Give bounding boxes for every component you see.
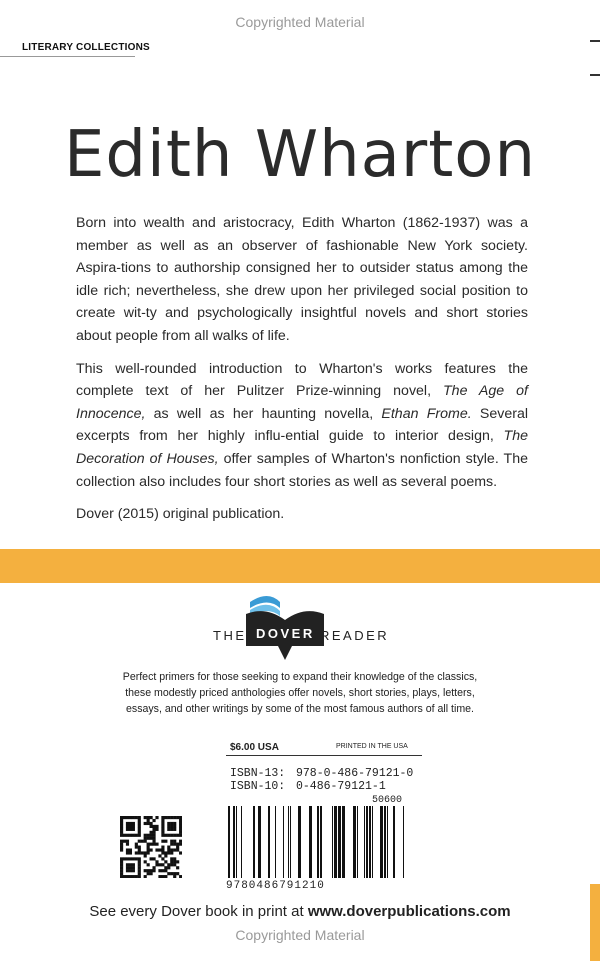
addon-number: 50600 <box>372 795 403 806</box>
copyright-watermark-top: Copyrighted Material <box>235 14 365 30</box>
qr-code-icon <box>120 816 182 878</box>
category-label: LITERARY COLLECTIONS <box>22 42 150 53</box>
text: This well-rounded introduction to Wharton's works features the complete text of her Pulitzer Prize-winning novel, <box>76 360 528 400</box>
book-title: Ethan Frome. <box>381 405 472 422</box>
paragraph-2 <box>76 358 528 494</box>
website-link[interactable]: www.doverpublications.com <box>307 903 511 920</box>
edge-mark <box>590 74 600 76</box>
logo-reader: READER <box>320 628 390 643</box>
book-title: The Age of Innocence, <box>76 383 528 422</box>
side-tab <box>590 884 600 961</box>
footer <box>0 903 600 920</box>
price-rule <box>226 755 422 756</box>
dover-reader-logo <box>0 588 600 668</box>
text: as well as her haunting novella, <box>145 405 382 422</box>
series-tagline <box>0 669 600 717</box>
tagline-line: Perfect primers for those seeking to expand their knowledge of the classics, <box>122 671 478 683</box>
tagline-line: these modestly priced anthologies offer novels, short stories, plays, letters, <box>125 687 475 699</box>
isbn13-value: 978-0-486-79121-0 <box>296 767 414 780</box>
logo-dover: DOVER <box>256 626 315 641</box>
printed-in: PRINTED IN THE USA <box>336 743 408 750</box>
author-title: Edith Wharton <box>63 118 537 192</box>
isbn10-label: ISBN-10: <box>230 780 286 793</box>
isbn10-value: 0-486-79121-1 <box>296 780 386 793</box>
barcode-number: 9780486791210 <box>226 880 325 892</box>
price: $6.00 USA <box>230 742 279 753</box>
description <box>76 212 528 536</box>
copyright-watermark-bottom: Copyrighted Material <box>235 927 365 943</box>
text: Several excerpts from her highly influ-ential guide to interior design, <box>76 405 529 445</box>
footer-text: See every Dover book in print at <box>89 903 308 920</box>
barcode-block <box>226 738 422 898</box>
paragraph-1: Born into wealth and aristocracy, Edith Wharton (1862-1937) was a member as well as an observer of fashionable New York society. Aspira-tions to authorship consigned her to outsider status among the idle rich; nevertheless, she drew upon her privileged social position to create wit-ty and psychologically insightful novels and short stories about people from all walks of life. <box>76 215 528 344</box>
edge-mark <box>590 40 600 42</box>
text: offer samples of Wharton's nonfiction style. The collection also includes four short stories as well as several poems. <box>76 450 528 490</box>
logo-the: THE <box>213 628 247 643</box>
barcode-icon <box>226 806 422 880</box>
isbn13-label: ISBN-13: <box>230 767 286 780</box>
book-title: The Decoration of Houses, <box>76 428 528 467</box>
category-rule <box>0 56 135 57</box>
paragraph-3: Dover (2015) original publication. <box>76 506 285 523</box>
orange-band <box>0 549 600 583</box>
tagline-line: essays, and other writings by some of the most famous authors of all time. <box>126 703 474 715</box>
